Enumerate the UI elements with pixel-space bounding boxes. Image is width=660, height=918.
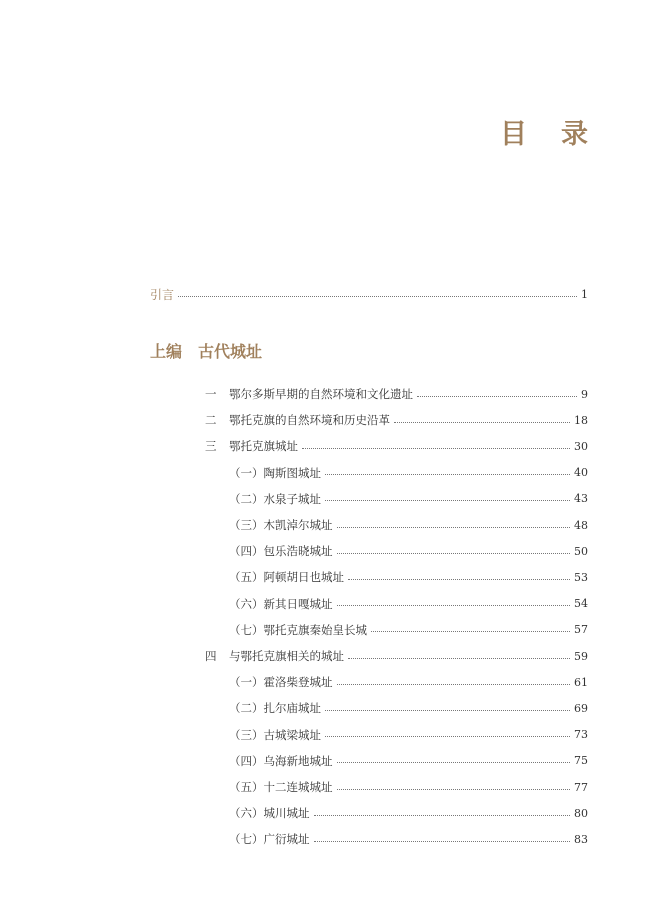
toc-entry-label: （四）乌海新地城址 [229,753,333,768]
toc-entry-label: （五）阿顿胡日也城址 [229,570,344,585]
toc-entry[interactable] [205,411,588,429]
section-part: 上编 [150,342,183,361]
toc-entry-page: 54 [574,597,588,611]
toc-entry-label: （四）包乐浩晓城址 [229,544,333,559]
toc-entry-page: 77 [574,780,588,794]
dot-leader [337,527,571,528]
toc-entry-label: 与鄂托克旗相关的城址 [229,649,344,663]
toc-entry[interactable] [229,464,588,482]
section-name: 古代城址 [198,342,263,361]
toc-entry[interactable] [205,647,588,665]
dot-leader [348,658,570,659]
dot-leader [337,684,571,685]
toc-entry[interactable] [229,752,588,770]
dot-leader [325,710,570,711]
dot-leader [337,553,571,554]
toc-entry[interactable] [229,516,588,534]
toc-entry-number: 四 [205,649,217,663]
section-heading [150,339,262,362]
dot-leader [417,396,577,397]
toc-entry[interactable] [229,699,588,717]
page-title [500,112,610,151]
toc-entry-page: 57 [574,623,588,637]
toc-entry-label: （三）木凯淖尔城址 [229,518,333,532]
toc-entry-page: 61 [574,675,588,689]
dot-leader [337,605,571,606]
dot-leader [394,422,570,423]
dot-leader [337,762,571,763]
toc-entry[interactable] [229,673,588,691]
toc-entry[interactable] [205,385,588,403]
title-char-1: 目 [500,119,527,150]
toc-intro-page: 1 [581,287,588,301]
dot-leader [314,815,571,816]
toc-entry-page: 50 [574,544,588,558]
toc-entry[interactable] [229,621,588,639]
toc-entry[interactable] [229,830,588,848]
toc-entry[interactable] [229,726,588,744]
toc-entry-page: 53 [574,570,588,584]
toc-entry-label: （七）广衍城址 [229,832,310,847]
toc-entry[interactable] [229,542,588,560]
toc-entry-number: 二 [205,413,217,428]
toc-entry-label: （二）扎尔庙城址 [229,701,321,716]
toc-entry[interactable] [229,804,588,822]
toc-entry-page: 43 [574,492,588,506]
toc-entry-number: 三 [205,439,217,454]
toc-entry-page: 83 [574,832,588,846]
dot-leader [337,789,571,790]
toc-entry-page: 9 [581,387,588,401]
dot-leader [178,296,577,297]
toc-entry[interactable] [229,778,588,796]
dot-leader [302,448,570,449]
dot-leader [371,631,570,632]
toc-entry-label: （二）水泉子城址 [229,491,321,506]
toc-entry-label: （三）古城梁城址 [229,727,321,742]
toc-entry-page: 48 [574,518,588,532]
toc-entry-label: 鄂托克旗的自然环境和历史沿革 [229,413,390,428]
toc-entry-label: （一）霍洛柴登城址 [229,675,333,690]
toc-entry-page: 40 [574,466,588,480]
toc-entry-page: 59 [574,649,588,663]
dot-leader [348,579,570,580]
dot-leader [314,841,571,842]
toc-entry-page: 75 [574,754,588,768]
toc-entry-label: （六）城川城址 [229,806,310,821]
dot-leader [325,474,570,475]
toc-entry[interactable] [229,595,588,613]
toc-entry-label: 鄂托克旗城址 [229,439,298,454]
toc-entry-label: 鄂尔多斯早期的自然环境和文化遗址 [229,387,413,401]
toc-entry[interactable] [205,437,588,455]
toc-intro-label: 引言 [150,287,175,302]
toc-entry-page: 30 [574,439,588,453]
toc-entry-page: 73 [574,728,588,742]
toc-entry-number: 一 [205,387,217,401]
toc-entry-label: （一）陶斯图城址 [229,465,321,480]
toc-entry[interactable] [229,568,588,586]
dot-leader [325,736,570,737]
title-char-2: 录 [561,119,588,150]
toc-entry-page: 18 [574,413,588,427]
toc-entry-label: （五）十二连城城址 [229,780,333,794]
toc-entry-page: 80 [574,806,588,820]
dot-leader [325,500,570,501]
toc-entry-page: 69 [574,701,588,715]
toc-entry-label: （六）新其日嘎城址 [229,596,333,611]
toc-entry[interactable] [229,490,588,508]
toc-entry-label: （七）鄂托克旗秦始皇长城 [229,622,367,637]
toc-intro-row[interactable] [150,285,588,303]
